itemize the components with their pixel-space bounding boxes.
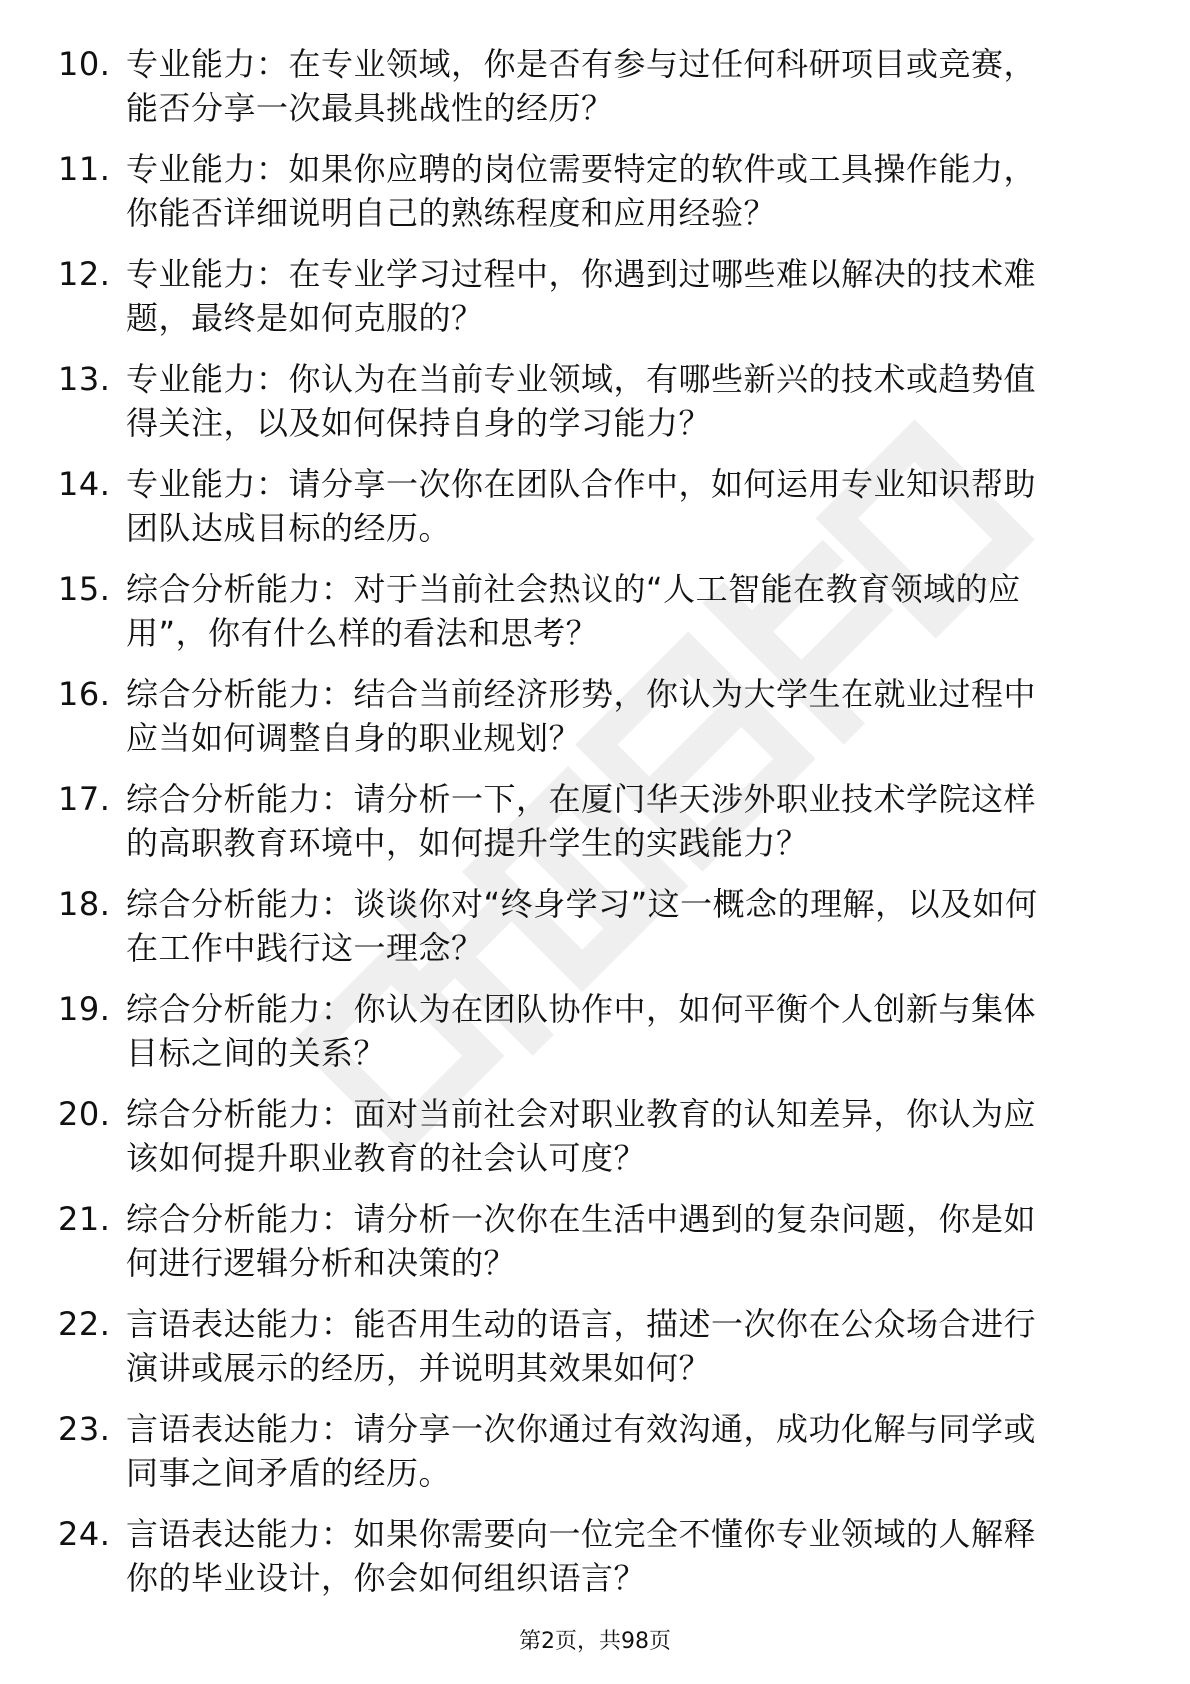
question-text-line: 综合分析能力：结合当前经济形势，你认为大学生在就业过程中 <box>126 675 1037 713</box>
question-text-line: 你的毕业设计，你会如何组织语言？ <box>126 1559 647 1597</box>
question-number: 18. <box>58 885 111 923</box>
question-text-line: 何进行逻辑分析和决策的？ <box>126 1244 517 1282</box>
question-text-line: 言语表达能力：能否用生动的语言，描述一次你在公众场合进行 <box>126 1305 1037 1343</box>
question-number: 19. <box>58 990 111 1028</box>
question-text-line: 题，最终是如何克服的？ <box>126 299 484 337</box>
question-item <box>58 1512 1118 1617</box>
question-number: 10. <box>58 45 111 83</box>
question-number: 14. <box>58 465 111 503</box>
question-number: 17. <box>58 780 111 818</box>
question-text-line: 综合分析能力：谈谈你对“终身学习”这一概念的理解，以及如何 <box>126 885 1038 923</box>
question-number: 23. <box>58 1410 111 1448</box>
question-text-line: 得关注，以及如何保持自身的学习能力？ <box>126 404 712 442</box>
question-item <box>58 672 1118 777</box>
question-item <box>58 147 1118 252</box>
question-item <box>58 987 1118 1092</box>
question-item <box>58 777 1118 882</box>
question-item <box>58 567 1118 672</box>
question-text-line: 该如何提升职业教育的社会认可度？ <box>126 1139 647 1177</box>
question-list <box>58 42 1118 1617</box>
question-item <box>58 1092 1118 1197</box>
question-number: 24. <box>58 1515 111 1553</box>
question-item <box>58 462 1118 567</box>
question-text-line: 专业能力：你认为在当前专业领域，有哪些新兴的技术或趋势值 <box>126 360 1037 398</box>
question-text-line: 综合分析能力：面对当前社会对职业教育的认知差异，你认为应 <box>126 1095 1037 1133</box>
question-text-line: 综合分析能力：对于当前社会热议的“人工智能在教育领域的应 <box>126 570 1021 608</box>
question-item <box>58 42 1118 147</box>
question-text-line: 言语表达能力：请分享一次你通过有效沟通，成功化解与同学或 <box>126 1410 1037 1448</box>
question-item <box>58 882 1118 987</box>
question-text-line: 综合分析能力：请分析一下，在厦门华天涉外职业技术学院这样 <box>126 780 1037 818</box>
question-text-line: 同事之间矛盾的经历。 <box>126 1454 452 1492</box>
question-number: 22. <box>58 1305 111 1343</box>
question-text-line: 用”，你有什么样的看法和思考？ <box>126 614 599 652</box>
question-item <box>58 1302 1118 1407</box>
question-text-line: 在工作中践行这一理念？ <box>126 929 484 967</box>
question-text-line: 目标之间的关系？ <box>126 1034 387 1072</box>
question-text-line: 应当如何调整自身的职业规划？ <box>126 719 582 757</box>
question-text-line: 能否分享一次最具挑战性的经历？ <box>126 89 614 127</box>
question-text-line: 专业能力：如果你应聘的岗位需要特定的软件或工具操作能力， <box>126 150 1037 188</box>
question-text-line: 言语表达能力：如果你需要向一位完全不懂你专业领域的人解释 <box>126 1515 1037 1553</box>
question-text-line: 演讲或展示的经历，并说明其效果如何？ <box>126 1349 712 1387</box>
question-item <box>58 252 1118 357</box>
question-number: 15. <box>58 570 111 608</box>
question-text-line: 专业能力：在专业领域，你是否有参与过任何科研项目或竞赛， <box>126 45 1037 83</box>
page-footer: 第2页，共98页 <box>519 1629 671 1654</box>
question-text-line: 专业能力：请分享一次你在团队合作中，如何运用专业知识帮助 <box>126 465 1037 503</box>
question-number: 13. <box>58 360 111 398</box>
question-text-line: 综合分析能力：请分析一次你在生活中遇到的复杂问题，你是如 <box>126 1200 1037 1238</box>
question-item <box>58 1197 1118 1302</box>
question-number: 21. <box>58 1200 111 1238</box>
question-number: 12. <box>58 255 111 293</box>
question-item <box>58 357 1118 462</box>
question-text-line: 团队达成目标的经历。 <box>126 509 452 547</box>
question-text-line: 你能否详细说明自己的熟练程度和应用经验？ <box>126 194 777 232</box>
question-item <box>58 1407 1118 1512</box>
question-number: 11. <box>58 150 111 188</box>
question-text-line: 综合分析能力：你认为在团队协作中，如何平衡个人创新与集体 <box>126 990 1037 1028</box>
question-text-line: 的高职教育环境中，如何提升学生的实践能力？ <box>126 824 809 862</box>
question-number: 16. <box>58 675 111 713</box>
question-number: 20. <box>58 1095 111 1133</box>
question-text-line: 专业能力：在专业学习过程中，你遇到过哪些难以解决的技术难 <box>126 255 1037 293</box>
